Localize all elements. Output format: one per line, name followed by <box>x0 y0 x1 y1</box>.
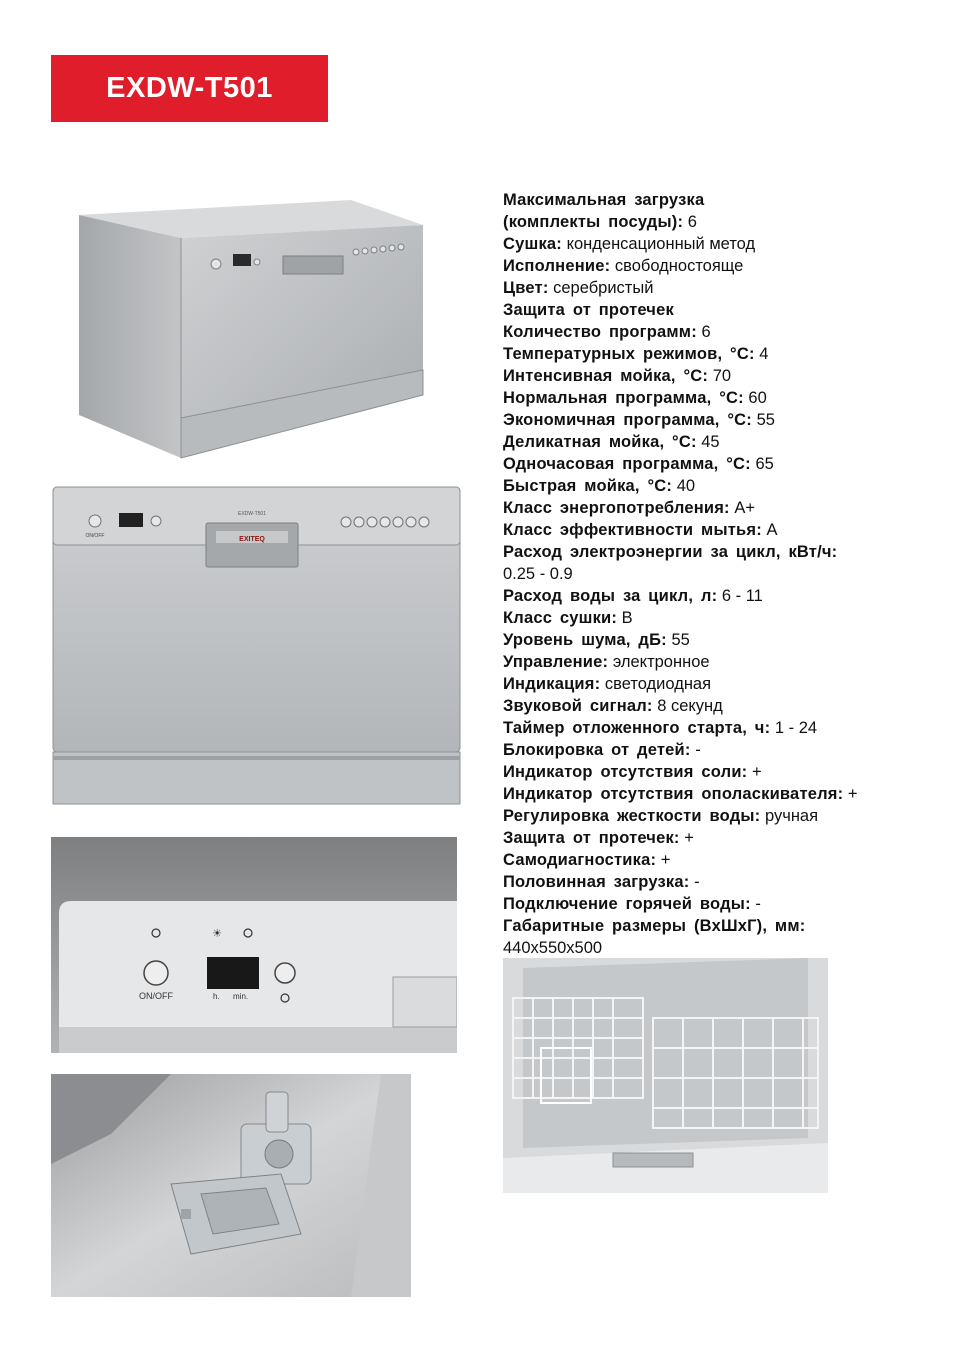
photo-detergent-dispenser <box>51 1074 411 1297</box>
photo-dishwasher-interior <box>503 958 828 1193</box>
model-banner <box>51 55 328 122</box>
spec-label: Таймер отложенного старта, ч: <box>503 719 771 737</box>
spec-row <box>503 937 943 959</box>
spec-label: Нормальная программа, °С: <box>503 389 744 407</box>
spec-value: А <box>766 521 778 539</box>
spec-value: 45 <box>701 433 720 451</box>
spec-label: Габаритные размеры (ВхШхГ), мм: <box>503 917 806 935</box>
spec-row <box>503 409 943 431</box>
spec-row <box>503 827 943 849</box>
spec-label: Исполнение: <box>503 257 611 275</box>
spec-value: + <box>660 851 671 869</box>
spec-value: - <box>755 895 761 913</box>
spec-row <box>503 651 943 673</box>
spec-label: Быстрая мойка, °С: <box>503 477 673 495</box>
spec-row <box>503 233 943 255</box>
spec-row <box>503 211 943 233</box>
spec-label: Количество программ: <box>503 323 697 341</box>
spec-label: Защита от протечек: <box>503 829 680 847</box>
spec-row <box>503 629 943 651</box>
spec-label: Управление: <box>503 653 609 671</box>
spec-label: Расход электроэнергии за цикл, кВт/ч: <box>503 543 838 561</box>
spec-label: Максимальная загрузка <box>503 191 705 209</box>
spec-value: + <box>684 829 694 847</box>
spec-value: - <box>694 873 700 891</box>
brand-logo: EXITEQ <box>239 536 265 543</box>
spec-value: 8 секунд <box>657 697 723 715</box>
model-label-small: EXDW-T501 <box>238 511 266 517</box>
spec-value: - <box>695 741 701 759</box>
spec-row <box>503 497 943 519</box>
spec-label: Класс сушки: <box>503 609 618 627</box>
spec-value: 55 <box>671 631 690 649</box>
photo-dishwasher-front <box>51 485 462 818</box>
spec-row <box>503 563 943 585</box>
spec-value: 440x550x500 <box>503 939 603 957</box>
photo-control-panel <box>51 837 457 1053</box>
spec-value: 6 <box>701 323 711 341</box>
spec-label: (комплекты посуды): <box>503 213 684 231</box>
spec-row <box>503 475 943 497</box>
spec-value: 0.25 - 0.9 <box>503 565 573 583</box>
spec-value: электронное <box>612 653 710 671</box>
spec-value: + <box>751 763 762 781</box>
spec-label: Класс энергопотребления: <box>503 499 730 517</box>
spec-label: Деликатная мойка, °С: <box>503 433 697 451</box>
spec-row <box>503 365 943 387</box>
spec-value: свободностояще <box>614 257 744 275</box>
spec-value: 40 <box>676 477 696 495</box>
spec-value: 4 <box>759 345 769 363</box>
spec-row <box>503 387 943 409</box>
spec-label: Одночасовая программа, °С: <box>503 455 751 473</box>
spec-row <box>503 915 943 937</box>
spec-row <box>503 673 943 695</box>
spec-value: А+ <box>734 499 755 517</box>
spec-label: Защита от протечек <box>503 301 674 319</box>
spec-label: Блокировка от детей: <box>503 741 691 759</box>
spec-label: Индикация: <box>503 675 601 693</box>
spec-label: Половинная загрузка: <box>503 873 690 891</box>
spec-row <box>503 343 943 365</box>
spec-row <box>503 739 943 761</box>
spec-row <box>503 321 943 343</box>
spec-row <box>503 189 943 211</box>
minute-label: min. <box>233 992 249 1001</box>
spec-row <box>503 519 943 541</box>
spec-value: 6 - 11 <box>721 587 763 605</box>
model-title: EXDW-T501 <box>106 72 273 104</box>
spec-value: 65 <box>755 455 774 473</box>
spec-row <box>503 761 943 783</box>
spec-row <box>503 585 943 607</box>
spec-row <box>503 541 943 563</box>
hour-label: h. <box>213 992 220 1001</box>
spec-row <box>503 255 943 277</box>
spec-label: Регулировка жесткости воды: <box>503 807 761 825</box>
spec-row <box>503 893 943 915</box>
spec-row <box>503 783 943 805</box>
photo-dishwasher-angle <box>51 190 462 465</box>
spec-value: конденсационный метод <box>566 235 756 253</box>
spec-row <box>503 695 943 717</box>
spec-label: Сушка: <box>503 235 562 253</box>
spec-value: 70 <box>712 367 732 385</box>
spec-value: 55 <box>756 411 775 429</box>
spec-value: серебристый <box>553 279 654 297</box>
spec-value: 6 <box>687 213 697 231</box>
spec-value: 1 - 24 <box>774 719 818 737</box>
spec-value: светодиодная <box>604 675 712 693</box>
spec-label: Индикатор отсутствия соли: <box>503 763 748 781</box>
spec-label: Экономичная программа, °С: <box>503 411 752 429</box>
spec-row <box>503 849 943 871</box>
spec-label: Цвет: <box>503 279 549 297</box>
spec-label: Индикатор отсутствия ополаскивателя: <box>503 785 844 803</box>
spec-row <box>503 299 943 321</box>
spec-row <box>503 607 943 629</box>
on-off-label-small: ON/OFF <box>85 533 105 539</box>
spec-row <box>503 431 943 453</box>
spec-label: Класс эффективности мытья: <box>503 521 762 539</box>
spec-label: Звуковой сигнал: <box>503 697 653 715</box>
spec-value: В <box>621 609 633 627</box>
spec-row <box>503 453 943 475</box>
spec-label: Самодиагностика: <box>503 851 657 869</box>
on-off-label: ON/OFF <box>139 991 173 1001</box>
spec-label: Расход воды за цикл, л: <box>503 587 718 605</box>
spec-row <box>503 717 943 739</box>
spec-row <box>503 805 943 827</box>
spec-row <box>503 871 943 893</box>
spec-value: 60 <box>748 389 767 407</box>
spec-label: Подключение горячей воды: <box>503 895 751 913</box>
spec-row <box>503 277 943 299</box>
spec-label: Интенсивная мойка, °С: <box>503 367 709 385</box>
spec-label: Уровень шума, дБ: <box>503 631 667 649</box>
svg-text:☀: ☀ <box>212 927 222 940</box>
spec-list <box>503 189 943 959</box>
spec-value: + <box>847 785 858 803</box>
spec-value: ручная <box>764 807 819 825</box>
spec-label: Температурных режимов, °С: <box>503 345 755 363</box>
